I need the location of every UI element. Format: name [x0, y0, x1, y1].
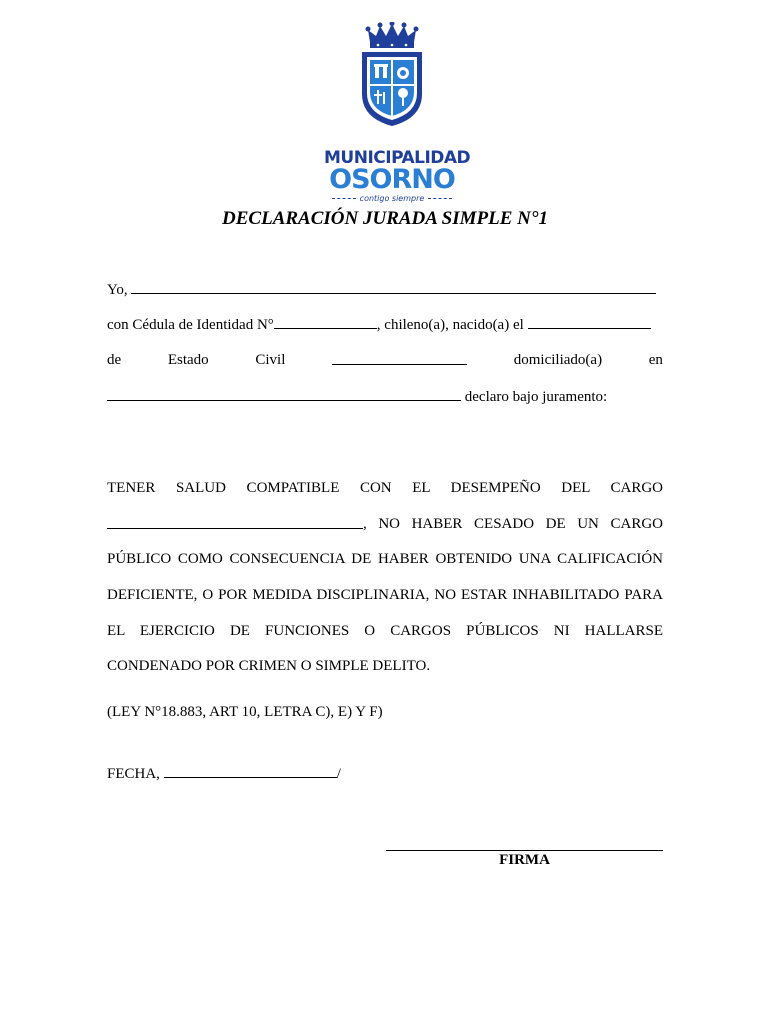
body-line-4: DEFICIENTE, O POR MEDIDA DISCIPLINARIA, NO ESTAR INHABILITADO PARA: [107, 587, 663, 603]
address-line: [107, 388, 607, 406]
logo-title: MUNICIPALIDAD: [324, 148, 471, 168]
address-blank[interactable]: [107, 388, 461, 401]
name-blank[interactable]: [131, 281, 656, 294]
municipal-logo: [324, 22, 471, 203]
tagline-dash-right: [428, 198, 452, 199]
date-line: [107, 765, 341, 783]
yo-label: Yo,: [107, 282, 128, 298]
logo-city: OSORNO: [329, 164, 455, 195]
document-title: DECLARACIÓN JURADA SIMPLE N°1: [222, 208, 548, 229]
en-word: en: [648, 352, 663, 368]
body-line-6: CONDENADO POR CRIMEN O SIMPLE DELITO.: [107, 658, 431, 674]
fecha-label: FECHA,: [107, 766, 164, 782]
tagline-dash-left: [332, 198, 356, 199]
nationality-label: , chileno(a), nacido(a) el: [376, 317, 528, 333]
body-line-2: [107, 516, 663, 533]
logo-tagline-row: [324, 194, 460, 203]
name-line: [107, 281, 656, 299]
body-line-5: EL EJERCICIO DE FUNCIONES O CARGOS PÚBLICOS NI HALLARSE: [107, 623, 663, 639]
logo-tagline: contigo siempre: [359, 194, 425, 203]
civil-word: Civil: [255, 352, 286, 368]
de-word: de: [107, 352, 122, 368]
signature-line[interactable]: [386, 850, 663, 851]
body-line-2-text: , NO HABER CESADO DE UN CARGO: [363, 516, 663, 532]
civil-status-blank[interactable]: [332, 352, 467, 365]
id-label: con Cédula de Identidad N°: [107, 317, 274, 333]
date-slash: /: [336, 766, 341, 782]
date-blank[interactable]: [164, 765, 337, 778]
law-reference: (LEY N°18.883, ART 10, LETRA C), E) Y F): [107, 704, 383, 720]
oath-label: declaro bajo juramento:: [461, 389, 608, 405]
body-line-3: PÚBLICO COMO CONSECUENCIA DE HABER OBTENIDO UNA CALIFICACIÓN: [107, 551, 663, 567]
cargo-blank[interactable]: [107, 516, 363, 529]
coat-of-arms-icon: [358, 22, 426, 126]
signature-label: FIRMA: [499, 852, 550, 868]
civil-status-line: [107, 352, 663, 369]
id-number-blank[interactable]: [274, 316, 377, 329]
domiciliado-word: domiciliado(a): [513, 352, 603, 368]
estado-word: Estado: [167, 352, 209, 368]
body-line-1: TENER SALUD COMPATIBLE CON EL DESEMPEÑO DEL CARGO: [107, 480, 663, 496]
id-line: [107, 316, 651, 334]
birth-date-blank[interactable]: [528, 316, 651, 329]
